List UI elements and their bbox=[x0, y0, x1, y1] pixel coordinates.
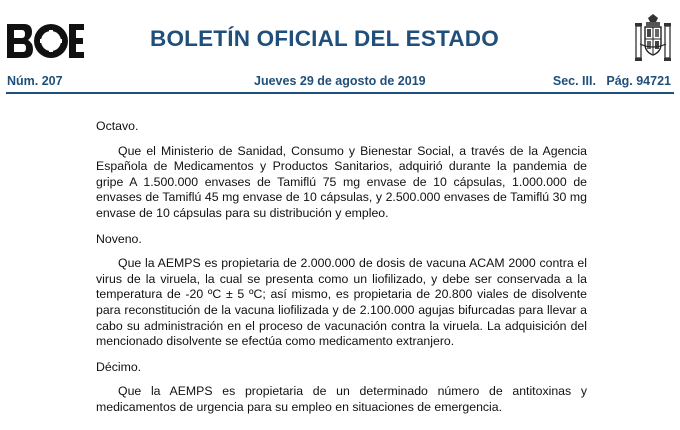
coat-of-arms-icon bbox=[634, 14, 672, 64]
page-title: BOLETÍN OFICIAL DEL ESTADO bbox=[150, 26, 499, 51]
document-body bbox=[96, 119, 587, 426]
issue-number: Núm. 207 bbox=[7, 74, 63, 88]
section-paragraph-decimo: Que la AEMPS es propietaria de un determinado número de antitoxinas y medicamentos de urgencia para su empleo en situaciones de emergencia. bbox=[96, 384, 587, 414]
section-heading-octavo: Octavo. bbox=[96, 119, 139, 133]
header-divider bbox=[6, 92, 674, 94]
issue-info-bar bbox=[0, 74, 680, 90]
section-paragraph-octavo: Que el Ministerio de Sanidad, Consumo y Bienestar Social, a través de la Agencia Española de Medicamentos y Productos Sanitarios, adquirió durante la pandemia de gripe A 1.500.000 envases de Tamiflú 75 mg envase de 10 cápsulas, 1.000.000 de envases de Tamiflú 45 mg envase de 10 cápsulas, y 2.500.000 envases de Tamiflú 30 mg envase de 10 cápsulas para su distribución y empleo. bbox=[96, 143, 587, 220]
boe-logo-icon bbox=[7, 24, 84, 58]
section-heading-decimo: Décimo. bbox=[96, 359, 142, 374]
section-heading-noveno: Noveno. bbox=[96, 231, 142, 246]
document-header bbox=[0, 0, 680, 70]
section-page: Sec. III. Pág. 94721 bbox=[552, 74, 671, 88]
section-paragraph-noveno: Que la AEMPS es propietaria de 2.000.000 de dosis de vacuna ACAM 2000 contra el virus de la viruela, la cual se presenta como un liofilizado, y debe ser conservada a la temperatura de -20 ºC ± 5 ºC; así mismo, es propietaria de 20.800 viales de disolvente para reconstitución de la vacuna liofilizada y de 2.100.000 agujas bifurcadas para llevar a cabo su administración en el proceso de vacunación contra la viruela. La adquisición del mencionado disolvente se efectúa como medicamento extranjero. bbox=[96, 256, 587, 349]
issue-date: Jueves 29 de agosto de 2019 bbox=[254, 74, 426, 88]
